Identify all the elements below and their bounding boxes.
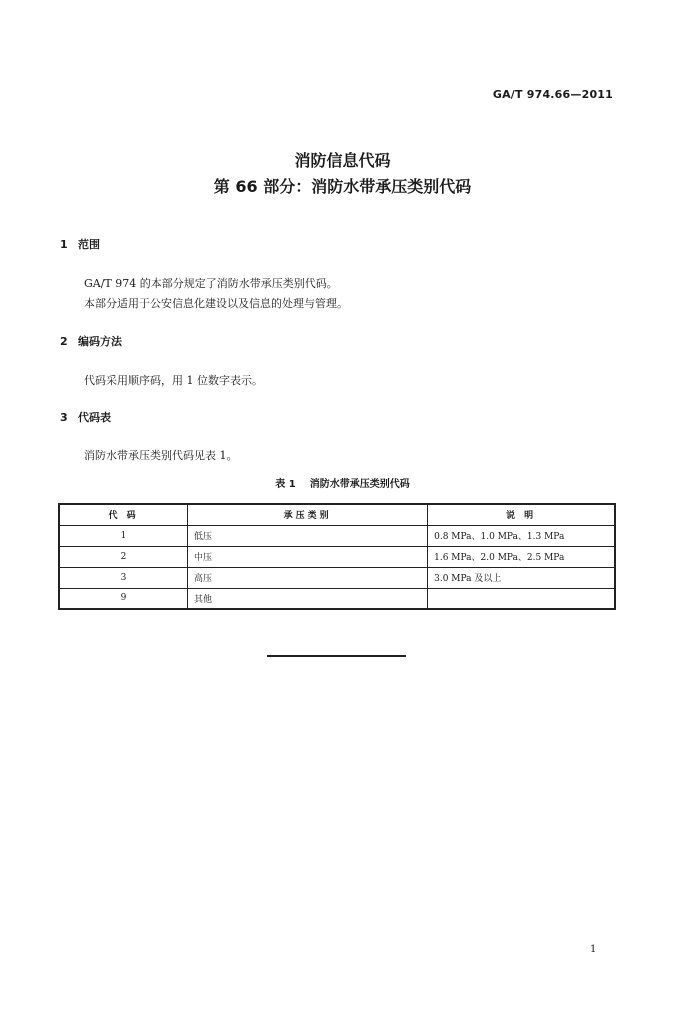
table-row [59, 588, 615, 609]
cell-description: 3.0 MPa 及以上 [428, 567, 615, 588]
section-1-heading [60, 236, 100, 252]
document-title: 消防信息代码 [294, 151, 391, 170]
cell-category: 中压 [188, 546, 428, 567]
section-1-paragraph-1: GA/T 974 的本部分规定了消防水带承压类别代码。 [84, 277, 338, 290]
standard-code: GA/T 974.66—2011 [492, 88, 613, 101]
cell-description: 1.6 MPa、2.0 MPa、2.5 MPa [428, 546, 615, 567]
cell-description: 0.8 MPa、1.0 MPa、1.3 MPa [428, 525, 615, 546]
header-pressure-category: 承压类别 [188, 504, 428, 525]
section-title: 代码表 [78, 411, 111, 424]
section-2-heading [60, 333, 122, 349]
table-row [59, 546, 615, 567]
table-caption-title: 消防水带承压类别代码 [309, 479, 410, 490]
section-number: 3 [60, 411, 68, 424]
end-rule [267, 655, 406, 657]
section-3-paragraph-1: 消防水带承压类别代码见表 1。 [84, 449, 238, 462]
cell-code: 3 [59, 567, 188, 588]
cell-category: 高压 [188, 567, 428, 588]
header-description: 说 明 [428, 504, 615, 525]
section-number: 2 [60, 335, 68, 348]
table-row [59, 567, 615, 588]
cell-code: 2 [59, 546, 188, 567]
cell-code: 1 [59, 525, 188, 546]
table-caption [0, 475, 685, 490]
page-number: 1 [590, 944, 597, 955]
section-title: 编码方法 [78, 335, 122, 348]
section-2-paragraph-1: 代码采用顺序码，用 1 位数字表示。 [84, 374, 263, 387]
section-3-heading [60, 409, 111, 425]
header-code: 代 码 [59, 504, 188, 525]
table-row [59, 525, 615, 546]
section-1-paragraph-2: 本部分适用于公安信息化建设以及信息的处理与管理。 [84, 297, 348, 310]
section-title: 范围 [78, 238, 100, 251]
cell-code: 9 [59, 588, 188, 609]
table-header-row [59, 504, 615, 525]
cell-category: 其他 [188, 588, 428, 609]
table-caption-number: 表 1 [275, 479, 296, 490]
cell-category: 低压 [188, 525, 428, 546]
document-subtitle: 第 66 部分：消防水带承压类别代码 [213, 177, 472, 196]
cell-description [428, 588, 615, 609]
code-table [58, 503, 616, 610]
section-number: 1 [60, 238, 68, 251]
